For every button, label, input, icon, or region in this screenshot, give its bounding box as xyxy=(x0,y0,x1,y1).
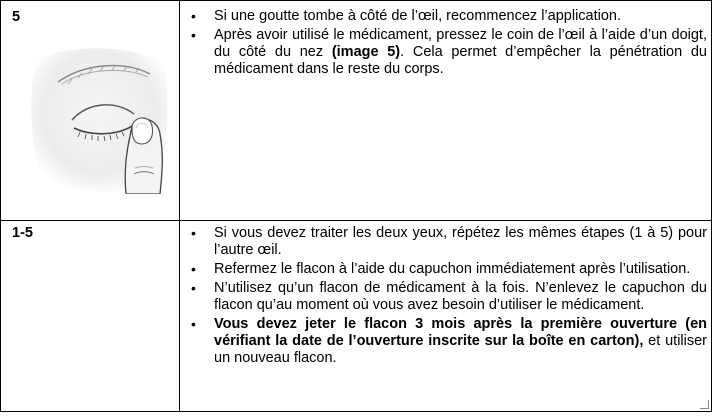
bullet-item xyxy=(189,316,707,367)
step-cell-5 xyxy=(0,0,180,221)
bullet-text: Si vous devez traiter les deux yeux, répétez les mêmes étapes (1 à 5) pour l’autre œil. xyxy=(214,225,707,258)
bullet-text-bold: Vous devez jeter le flacon 3 mois après la première ouverture (en vérifiant la date de l’ouverture inscrite sur la boîte en carton), xyxy=(214,316,707,349)
bullet-item xyxy=(189,27,707,78)
bullet-text: et utiliser un nouveau flacon. xyxy=(214,333,707,366)
eye-press-finger-icon xyxy=(28,44,168,194)
bullet-item xyxy=(189,280,707,314)
bullet-text: Si une goutte tombe à côté de l’œil, recommencez l’application. xyxy=(214,8,622,24)
instructions-cell-1-5 xyxy=(180,221,712,412)
step-number: 5 xyxy=(12,9,21,25)
bullet-list xyxy=(189,8,707,80)
bullet-item xyxy=(189,225,707,259)
step-number: 1-5 xyxy=(12,225,33,241)
bullet-text: Après avoir utilisé le médicament, pressez le coin de l’œil à l’aide d’un doigt, du côté du nez xyxy=(214,27,707,60)
bullet-text: N’utilisez qu’un flacon de médicament à la fois. N’enlevez le capuchon du flacon qu’au moment où vous avez besoin d’utiliser le médicament. xyxy=(214,280,707,313)
step-cell-1-5 xyxy=(0,221,180,412)
bullet-item xyxy=(189,8,707,25)
instructions-cell-5 xyxy=(180,0,712,221)
bullet-text: . Cela permet d’empêcher la pénétration du médicament dans le reste du corps. xyxy=(214,44,707,77)
bullet-list xyxy=(189,225,707,369)
bullet-text: Refermez le flacon à l’aide du capuchon immédiatement après l’utilisation. xyxy=(214,261,691,277)
resize-handle[interactable] xyxy=(700,400,709,409)
bullet-item xyxy=(189,261,707,278)
bullet-text-bold: (image 5) xyxy=(331,44,401,60)
